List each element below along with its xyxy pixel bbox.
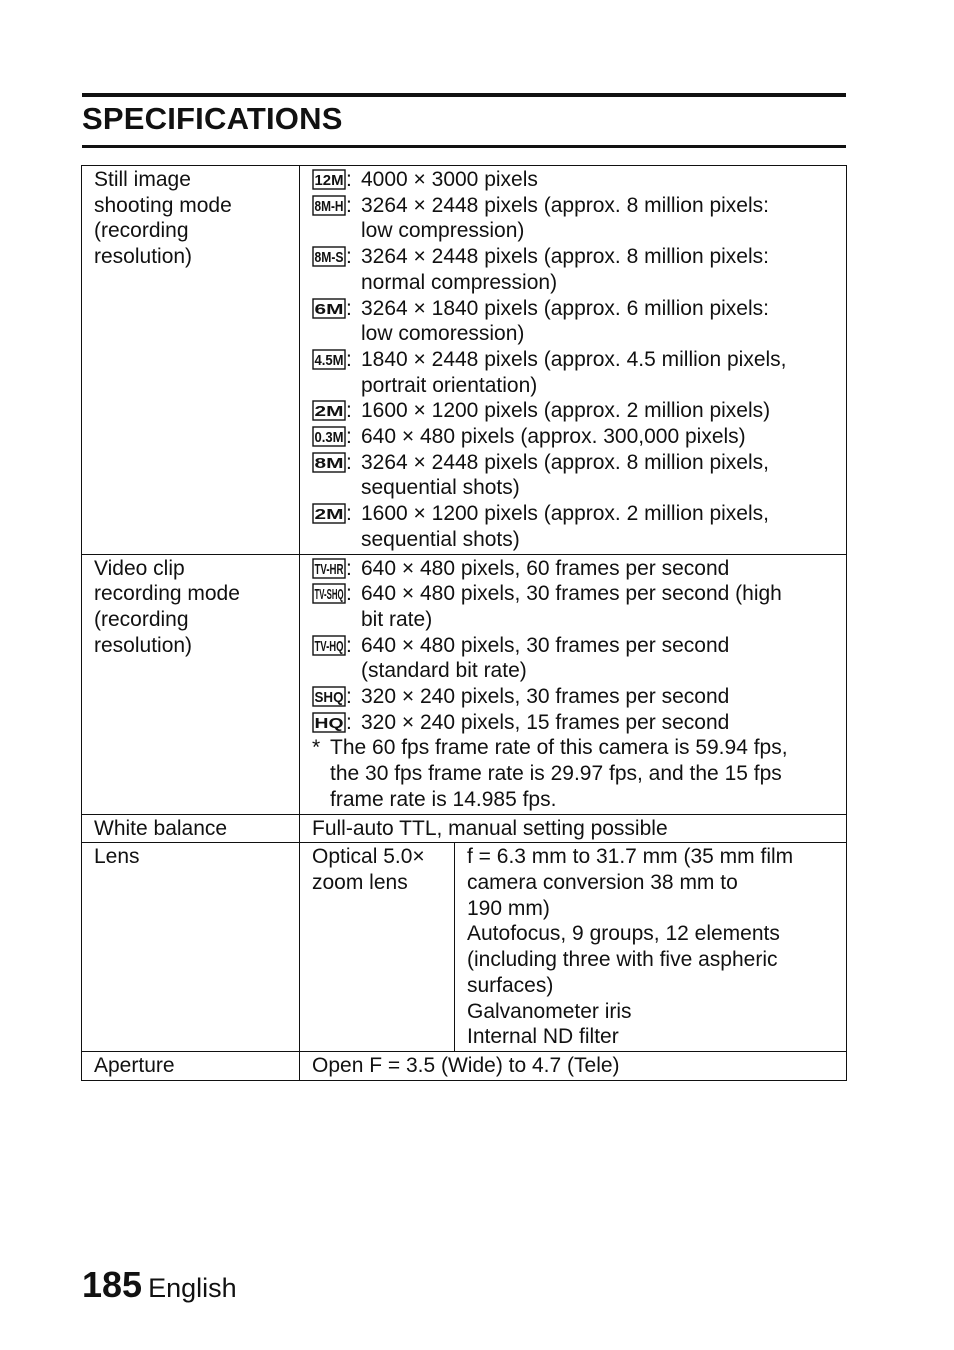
lens-detail-line: Autofocus, 9 groups, 12 elements — [467, 922, 780, 946]
aperture-label: Aperture — [82, 1051, 300, 1080]
entry-description — [361, 244, 838, 295]
video-entry-list — [312, 556, 838, 736]
entry-description — [361, 581, 838, 632]
still-value-cell — [300, 166, 847, 555]
lens-detail-line: camera conversion 38 mm to — [467, 870, 738, 894]
0-3m-resolution-icon — [312, 426, 346, 447]
entry-colon: : — [346, 633, 352, 657]
page-footer — [82, 1264, 237, 1306]
entry-description — [361, 193, 838, 244]
8m-h-resolution-icon — [312, 195, 346, 216]
lens-detail-cell — [455, 843, 847, 1052]
note-line: the 30 fps frame rate is 29.97 fps, and the 15 fps — [330, 762, 782, 786]
entry-description — [361, 347, 838, 398]
lens-detail-line: f = 6.3 mm to 31.7 mm (35 mm film — [467, 845, 794, 869]
8m-sequential-shots-icon — [312, 452, 346, 473]
entry-description-line: 3264 × 2448 pixels (approx. 8 million pixels: — [361, 193, 769, 217]
lens-type-line: zoom lens — [312, 870, 408, 894]
still-resolution-entry — [312, 296, 838, 347]
tv-hr-mode-icon — [312, 558, 346, 579]
still-resolution-entry — [312, 193, 838, 244]
page-title: SPECIFICATIONS — [82, 101, 343, 136]
svg-text:HQ: HQ — [314, 714, 344, 732]
video-resolution-entry — [312, 581, 838, 632]
svg-text:6M: 6M — [314, 300, 344, 318]
still-resolution-entry — [312, 347, 838, 398]
entry-description-line: 640 × 480 pixels, 60 frames per second — [361, 556, 730, 580]
still-resolution-entry — [312, 398, 838, 424]
entry-colon: : — [346, 556, 352, 580]
video-value-cell — [300, 554, 847, 814]
entry-description-line: 3264 × 1840 pixels (approx. 6 million pixels: — [361, 296, 769, 320]
entry-description-line: (standard bit rate) — [361, 659, 527, 683]
note-line: frame rate is 14.985 fps. — [330, 787, 557, 811]
entry-description-line: 640 × 480 pixels, 30 frames per second (high — [361, 582, 782, 606]
svg-text:SHQ: SHQ — [314, 689, 344, 707]
2m-resolution-icon — [312, 400, 346, 421]
still-resolution-entry — [312, 244, 838, 295]
header-rule-bottom — [82, 145, 846, 148]
svg-text:8M-H: 8M-H — [314, 197, 344, 215]
6m-resolution-icon — [312, 298, 346, 319]
still-label-line: resolution) — [94, 245, 193, 269]
entry-description-line: normal compression) — [361, 270, 558, 294]
note-text — [330, 735, 838, 812]
aperture-value: Open F = 3.5 (Wide) to 4.7 (Tele) — [300, 1051, 847, 1080]
svg-text:TV-HQ: TV-HQ — [314, 637, 344, 655]
svg-text:TV-SHQ: TV-SHQ — [314, 586, 344, 604]
lens-detail-line: (including three with five aspheric — [467, 948, 778, 972]
white-balance-value: Full-auto TTL, manual setting possible — [300, 814, 847, 843]
entry-description — [361, 556, 838, 582]
2m-sequential-shots-icon — [312, 503, 346, 524]
entry-description — [361, 450, 838, 501]
entry-description — [361, 633, 838, 684]
video-label-line: (recording — [94, 607, 189, 631]
still-label-line: Still image — [94, 168, 191, 191]
entry-colon: : — [346, 502, 352, 526]
entry-colon: : — [346, 168, 352, 191]
svg-text:12M: 12M — [314, 172, 344, 189]
still-resolution-entry — [312, 167, 838, 193]
entry-description — [361, 398, 838, 424]
entry-description-line: sequential shots) — [361, 476, 520, 500]
entry-description-line: 3264 × 2448 pixels (approx. 8 million pixels, — [361, 450, 769, 474]
entry-description — [361, 684, 838, 710]
entry-description-line: 640 × 480 pixels, 30 frames per second — [361, 633, 730, 657]
entry-description-line: 4000 × 3000 pixels — [361, 168, 538, 191]
web-hq-mode-icon — [312, 712, 346, 733]
white-balance-label: White balance — [82, 814, 300, 843]
note-line: The 60 fps frame rate of this camera is 59.94 fps, — [330, 736, 788, 760]
entry-colon: : — [346, 450, 352, 474]
entry-colon: : — [346, 193, 352, 217]
lens-type-cell — [300, 843, 455, 1052]
video-label-cell — [82, 554, 300, 814]
svg-text:TV-HR: TV-HR — [314, 560, 344, 578]
svg-text:2M: 2M — [314, 403, 344, 421]
still-resolution-entry — [312, 450, 838, 501]
table-row-video-clip — [82, 554, 847, 814]
still-resolution-entry — [312, 501, 838, 552]
table-row-still-image — [82, 166, 847, 555]
entry-description-line: 3264 × 2448 pixels (approx. 8 million pixels: — [361, 245, 769, 269]
lens-type-line: Optical 5.0× — [312, 845, 425, 869]
entry-description — [361, 710, 838, 736]
svg-text:8M: 8M — [314, 454, 344, 472]
tv-shq-mode-icon — [312, 583, 346, 604]
video-label-line: Video clip — [94, 556, 185, 580]
still-label-line: shooting mode — [94, 193, 232, 217]
entry-colon: : — [346, 245, 352, 269]
entry-description-line: bit rate) — [361, 607, 433, 631]
lens-detail-line: Galvanometer iris — [467, 999, 632, 1023]
entry-colon: : — [346, 425, 352, 449]
entry-colon: : — [346, 582, 352, 606]
note-asterisk: * — [312, 736, 321, 760]
entry-description-line: 1840 × 2448 pixels (approx. 4.5 million pixels, — [361, 347, 787, 371]
8m-s-resolution-icon — [312, 246, 346, 267]
entry-description-line: 1600 × 1200 pixels (approx. 2 million pixels) — [361, 399, 771, 423]
table-row-white-balance — [82, 814, 847, 843]
entry-colon: : — [346, 296, 352, 320]
entry-description-line: sequential shots) — [361, 527, 520, 551]
web-shq-mode-icon — [312, 686, 346, 707]
video-resolution-entry — [312, 633, 838, 684]
table-row-lens — [82, 843, 847, 1052]
entry-description-line: portrait orientation) — [361, 373, 538, 397]
lens-detail-line: surfaces) — [467, 973, 554, 997]
page-language: English — [148, 1273, 237, 1303]
entry-colon: : — [346, 710, 352, 734]
entry-description-line: 320 × 240 pixels, 15 frames per second — [361, 710, 730, 734]
lens-label: Lens — [82, 843, 300, 1052]
entry-colon: : — [346, 347, 352, 371]
entry-description-line: 320 × 240 pixels, 30 frames per second — [361, 685, 730, 709]
12m-resolution-icon — [312, 169, 346, 190]
svg-text:2M: 2M — [314, 506, 344, 524]
specifications-table — [81, 165, 847, 1081]
entry-colon: : — [346, 685, 352, 709]
tv-hq-mode-icon — [312, 635, 346, 656]
entry-colon: : — [346, 399, 352, 423]
entry-description-line: low comoression) — [361, 322, 525, 346]
svg-text:4.5M: 4.5M — [314, 351, 344, 369]
entry-description-line: low compression) — [361, 219, 525, 243]
page-number: 185 — [82, 1264, 143, 1305]
entry-description — [361, 501, 838, 552]
svg-text:8M-S: 8M-S — [314, 249, 344, 267]
still-label-line: (recording — [94, 219, 189, 243]
table-row-aperture — [82, 1051, 847, 1080]
video-label-line: recording mode — [94, 582, 240, 606]
entry-description — [361, 296, 838, 347]
video-label-line: resolution) — [94, 633, 193, 657]
entry-description — [361, 424, 838, 450]
frame-rate-note — [312, 735, 838, 812]
still-resolution-entry — [312, 424, 838, 450]
4-5m-portrait-resolution-icon — [312, 349, 346, 370]
entry-description-line: 640 × 480 pixels (approx. 300,000 pixels) — [361, 425, 746, 449]
lens-detail-line: Internal ND filter — [467, 1025, 619, 1049]
video-resolution-entry — [312, 556, 838, 582]
video-resolution-entry — [312, 684, 838, 710]
entry-description-line: 1600 × 1200 pixels (approx. 2 million pixels, — [361, 502, 769, 526]
lens-detail-line: 190 mm) — [467, 896, 550, 920]
header-rule-top — [82, 93, 846, 97]
svg-text:0.3M: 0.3M — [314, 429, 344, 447]
entry-description — [361, 167, 838, 193]
still-label-cell — [82, 166, 300, 555]
video-resolution-entry — [312, 710, 838, 736]
